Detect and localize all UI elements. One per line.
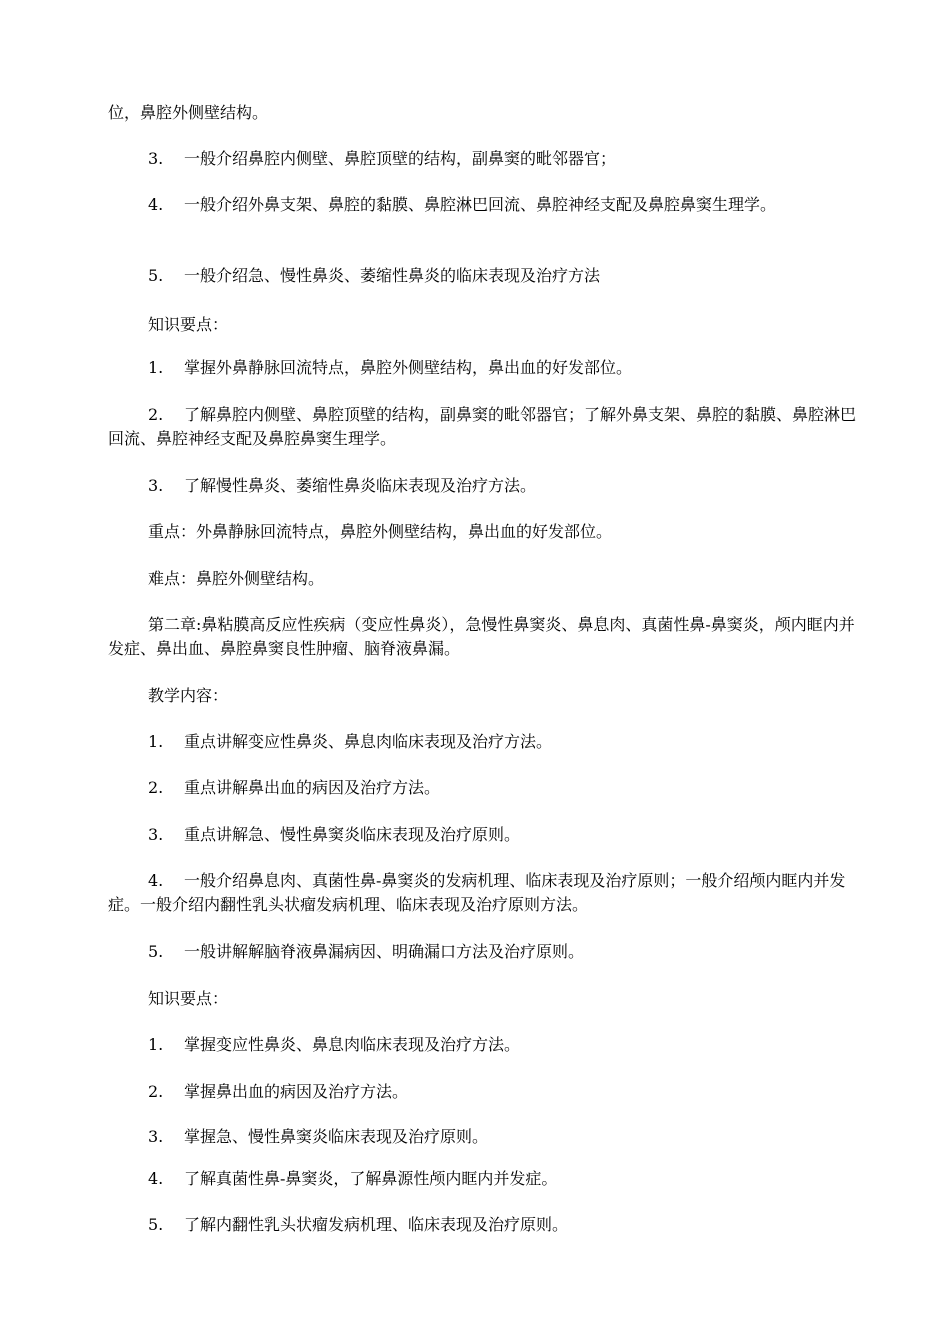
- section-heading: [108, 684, 856, 708]
- difficult-point: [108, 567, 856, 591]
- list-item-text: 一般介绍鼻息肉、真菌性鼻-鼻窦炎的发病机理、临床表现及治疗原则；一般介绍颅内眶内并发症。一般介绍内翻性乳头状瘤发病机理、临床表现及治疗原则方法。: [108, 871, 846, 914]
- list-item-text: 了解真菌性鼻-鼻窦炎，了解鼻源性颅内眶内并发症。: [184, 1169, 558, 1188]
- paragraph-continuation: [108, 101, 856, 125]
- list-item: [108, 940, 856, 964]
- list-item: [108, 264, 856, 288]
- list-item: [108, 356, 856, 380]
- list-number: 3.: [148, 825, 164, 844]
- list-number: 5.: [148, 1215, 164, 1234]
- list-item: [108, 1125, 856, 1149]
- chapter-heading: [108, 613, 856, 661]
- list-item: [108, 823, 856, 847]
- list-item-text: 一般介绍外鼻支架、鼻腔的黏膜、鼻腔淋巴回流、鼻腔神经支配及鼻腔鼻窦生理学。: [184, 195, 777, 214]
- list-number: 2.: [148, 1082, 164, 1101]
- list-number: 5.: [148, 266, 164, 285]
- list-number: 4.: [148, 871, 164, 890]
- list-number: 5.: [148, 942, 164, 961]
- list-item-text: 一般讲解解脑脊液鼻漏病因、明确漏口方法及治疗原则。: [184, 942, 585, 961]
- list-item-text: 了解鼻腔内侧壁、鼻腔顶壁的结构，副鼻窦的毗邻器官；了解外鼻支架、鼻腔的黏膜、鼻腔淋巴回流、鼻腔神经支配及鼻腔鼻窦生理学。: [108, 405, 857, 448]
- list-number: 1.: [148, 358, 164, 377]
- list-item-text: 了解内翻性乳头状瘤发病机理、临床表现及治疗原则。: [184, 1215, 569, 1234]
- list-number: 4.: [148, 1169, 164, 1188]
- list-item-text: 了解慢性鼻炎、萎缩性鼻炎临床表现及治疗方法。: [184, 476, 537, 495]
- section-heading-text: 知识要点：: [148, 315, 229, 334]
- list-item: [108, 474, 856, 498]
- section-heading: [108, 313, 856, 337]
- list-item-text: 一般介绍急、慢性鼻炎、萎缩性鼻炎的临床表现及治疗方法: [184, 266, 601, 285]
- section-heading-text: 教学内容：: [148, 686, 229, 705]
- list-number: 3.: [148, 476, 164, 495]
- list-item-text: 掌握变应性鼻炎、鼻息肉临床表现及治疗方法。: [184, 1035, 521, 1054]
- list-item: [108, 1213, 856, 1237]
- list-number: 3.: [148, 1127, 164, 1146]
- chapter-heading-text: 第二章:鼻粘膜高反应性疾病（变应性鼻炎），急慢性鼻窦炎、鼻息肉、真菌性鼻-鼻窦炎，颅内眶内并发症、鼻出血、鼻腔鼻窦良性肿瘤、脑脊液鼻漏。: [108, 615, 855, 658]
- key-point: [108, 520, 856, 544]
- list-item-text: 掌握外鼻静脉回流特点，鼻腔外侧壁结构，鼻出血的好发部位。: [184, 358, 633, 377]
- list-item: [108, 1080, 856, 1104]
- list-item: [108, 193, 856, 217]
- list-number: 3.: [148, 149, 164, 168]
- paragraph-text: 位，鼻腔外侧壁结构。: [108, 103, 269, 122]
- list-item-text: 掌握急、慢性鼻窦炎临床表现及治疗原则。: [184, 1127, 489, 1146]
- list-item: [108, 403, 856, 451]
- list-item: [108, 1167, 856, 1191]
- list-number: 4.: [148, 195, 164, 214]
- list-number: 2.: [148, 778, 164, 797]
- list-item: [108, 869, 856, 917]
- list-item-text: 重点讲解变应性鼻炎、鼻息肉临床表现及治疗方法。: [184, 732, 553, 751]
- list-item-text: 掌握鼻出血的病因及治疗方法。: [184, 1082, 409, 1101]
- section-heading-text: 知识要点：: [148, 989, 229, 1008]
- key-point-text: 重点：外鼻静脉回流特点，鼻腔外侧壁结构，鼻出血的好发部位。: [148, 522, 613, 541]
- list-item: [108, 730, 856, 754]
- section-heading: [108, 987, 856, 1011]
- list-item: [108, 147, 856, 171]
- list-number: 1.: [148, 1035, 164, 1054]
- list-item-text: 重点讲解鼻出血的病因及治疗方法。: [184, 778, 441, 797]
- list-item-text: 一般介绍鼻腔内侧壁、鼻腔顶壁的结构，副鼻窦的毗邻器官；: [184, 149, 617, 168]
- list-number: 2.: [148, 405, 164, 424]
- list-number: 1.: [148, 732, 164, 751]
- list-item: [108, 776, 856, 800]
- list-item: [108, 1033, 856, 1057]
- difficult-point-text: 难点：鼻腔外侧壁结构。: [148, 569, 325, 588]
- list-item-text: 重点讲解急、慢性鼻窦炎临床表现及治疗原则。: [184, 825, 521, 844]
